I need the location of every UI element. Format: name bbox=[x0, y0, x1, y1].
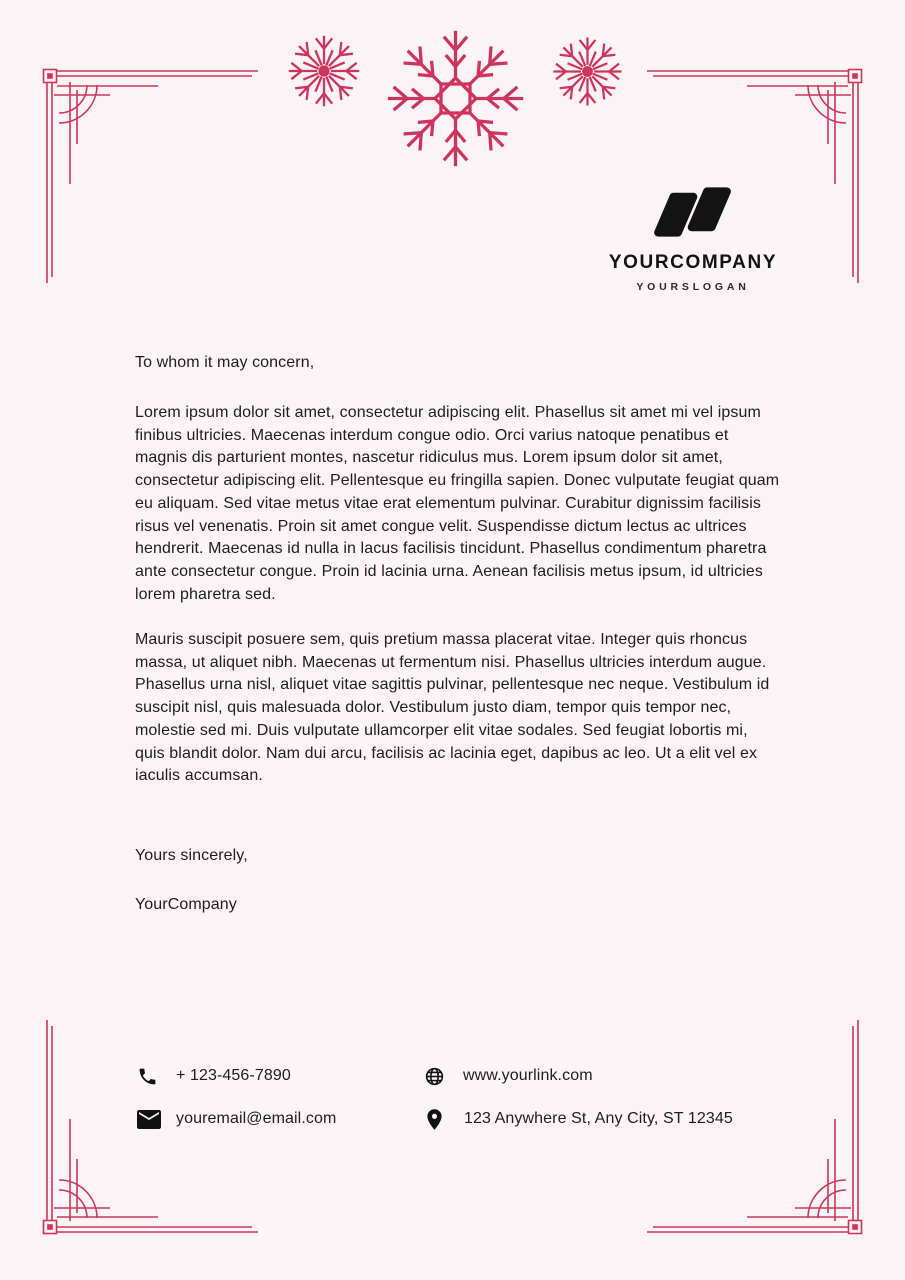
border-corner-top-left bbox=[40, 64, 260, 284]
contact-address-text: 123 Anywhere St, Any City, ST 12345 bbox=[464, 1110, 733, 1127]
contact-phone-text: + 123-456-7890 bbox=[176, 1067, 291, 1084]
contact-email bbox=[137, 1106, 336, 1132]
contact-website bbox=[424, 1063, 593, 1089]
letter-salutation: To whom it may concern, bbox=[135, 354, 315, 371]
snowflake-icon-center bbox=[383, 26, 528, 171]
letter-closing: Yours sincerely, bbox=[135, 847, 248, 864]
contact-website-text: www.yourlink.com bbox=[463, 1067, 593, 1084]
company-logo bbox=[552, 186, 834, 293]
phone-icon bbox=[137, 1066, 163, 1087]
letter-signature: YourCompany bbox=[135, 896, 237, 913]
snowflake-icon-left bbox=[281, 28, 367, 114]
snowflake-icon-right bbox=[546, 30, 629, 113]
contact-address bbox=[425, 1106, 733, 1132]
envelope-icon bbox=[137, 1110, 163, 1129]
contact-phone bbox=[137, 1063, 291, 1089]
letter-paragraph-1: Lorem ipsum dolor sit amet, consectetur adipiscing elit. Phasellus sit amet mi vel ipsum finibus ultricies. Maecenas interdum congue odio. Orci varius natoque penatibus et magnis dis parturient montes, nascetur ridiculus mus. Lorem ipsum dolor sit amet, consectetur adipiscing elit. Pellentesque eu fringilla sapien. Donec vulputate feugiat quam eu aliquam. Sed vitae metus vitae erat elementum pulvinar. Curabitur dignissim facilisis risus vel venenatis. Proin sit amet congue velit. Suspendisse dictum lectus ac ultrices hendrerit. Maecenas id nulla in lacus facilisis tincidunt. Phasellus condimentum pharetra ante consectetur congue. Proin id lacinia urna. Aenean facilisis metus ipsum, id ultricies lorem pharetra sed. bbox=[135, 404, 780, 603]
map-pin-icon bbox=[425, 1108, 451, 1131]
contact-email-text: youremail@email.com bbox=[176, 1110, 337, 1127]
company-slogan: YOURSLOGAN bbox=[636, 281, 750, 293]
company-name: YOURCOMPANY bbox=[608, 252, 778, 273]
letter-paragraph-2: Mauris suscipit posuere sem, quis pretium massa placerat vitae. Integer quis rhoncus massa, ut aliquet nibh. Maecenas ut fermentum nisi. Phasellus ultricies interdum augue. Phasellus urna nisl, aliquet vitae sagittis pulvinar, pellentesque nec neque. Vestibulum id suscipit nisl, quis malesuada dolor. Vestibulum justo diam, tempor quis tempor nec, molestie sed mi. Duis vulputate ullamcorper elit vitae sodales. Sed feugiat lobortis mi, quis blandit dolor. Nam dui arcu, facilisis ac lacinia eget, dapibus ac leo. Ut a elit vel ex iaculis accumsan. bbox=[135, 631, 770, 785]
globe-icon bbox=[424, 1066, 450, 1087]
company-logo-mark-icon bbox=[645, 186, 741, 238]
